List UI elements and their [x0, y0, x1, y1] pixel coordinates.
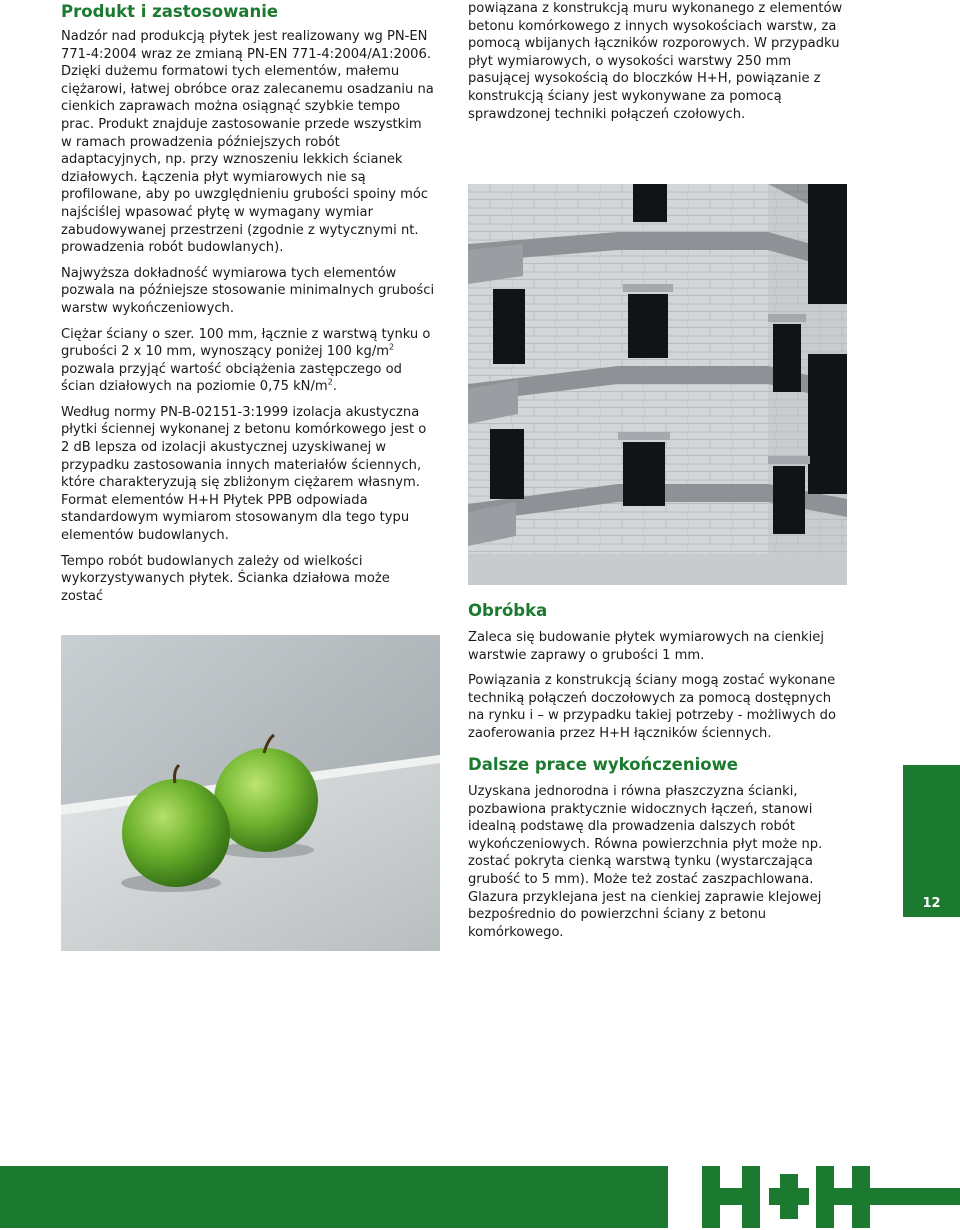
- apples-photo: [61, 635, 440, 951]
- section-heading-produkt: Produkt i zastosowanie: [61, 2, 279, 21]
- paragraph: Zaleca się budowanie płytek wymiarowych na cienkiej warstwie zaprawy o grubości 1 mm.: [468, 630, 824, 663]
- section-obrobka: [468, 601, 848, 751]
- hh-logo: [700, 1166, 870, 1228]
- page-number-tab: [903, 765, 960, 917]
- footer-bar-end: [870, 1166, 960, 1228]
- building-photo: [468, 184, 847, 585]
- section-heading-dalsze: Dalsze prace wykończeniowe: [468, 755, 739, 774]
- paragraph: Najwyższa dokładność wymiarowa tych elementów pozwala na późniejsze stosowanie minimalnych grubości warstw wykończeniowych.: [61, 265, 435, 316]
- page-number: 12: [922, 896, 941, 911]
- paragraph: Tempo robót budowlanych zależy od wielkości wykorzystywanych płytek. Ścianka działowa może zostać: [61, 553, 390, 604]
- paragraph: Uzyskana jednorodna i równa płaszczyzna ścianki, pozbawiona praktycznie widocznych łączeń, stanowi idealną podstawę dla prowadzenia dalszych robót wykończeniowych. Równa powierzchnia płyt może np. zostać pokryta cienką warstwą tynku (wystarczająca grubość to 5 mm). Może też zostać zaszpachlowana. Glazura przyklejana jest na cienkiej zaprawie klejowej bezpośrednio do powierzchni ściany z betonu komórkowego.: [468, 784, 823, 940]
- paragraph: Według normy PN-B-02151-3:1999 izolacja akustyczna płytki ściennej wykonanej z betonu komórkowego jest o 2 dB lepsza od izolacji akustycznej uzyskiwanej w przypadku zastosowania innych materiałów ściennych, które charakteryzują się zbliżonym ciężarem własnym. Format elementów H+H Płytek PPB odpowiada standardowym wymiarom stosowanym dla tego typu elementów budowlanych.: [61, 404, 427, 544]
- left-column: [61, 2, 435, 613]
- section-heading-obrobka: Obróbka: [468, 601, 548, 620]
- paragraph: Nadzór nad produkcją płytek jest realizowany wg PN-EN 771-4:2004 wraz ze zmianą PN-EN 771-4:2004/A1:2006. Dzięki dużemu formatowi tych elementów, małemu ciężarowi, łatwej obróbce oraz zalecanemu osadzaniu na cienkich zaprawach można osiągnąć szybkie tempo prac. Produkt znajduje zastosowanie przede wszystkim w ramach prowadzenia późniejszych robót adaptacyjnych, np. przy wznoszeniu lekkich ścianek działowych. Łączenia płyt wymiarowych nie są profilowane, aby po uwzględnieniu grubości spoiny móc najściślej wpasować płytę w wymagany wymiar zabudowywanej przestrzeni (zgodnie z wytycznymi nt. prowadzenia robót budowlanych).: [61, 29, 434, 256]
- paragraph-weight: Ciężar ściany o szer. 100 mm, łącznie z warstwą tynku o grubości 2 x 10 mm, wynoszący poniżej 100 $kg/m^2$ pozwala przyjąć wartość obciążenia zastępczego od ścian działowych na poziomie 0,75 $kN/m^2$.: [61, 326, 431, 395]
- section-dalsze-prace: [468, 755, 848, 949]
- right-column-continued: [468, 0, 848, 131]
- paragraph: Powiązania z konstrukcją ściany mogą zostać wykonane techniką połączeń doczołowych za pomocą dostępnych na rynku i – w przypadku takiej potrzeby - możliwych do zaoferowania przez H+H łączników ściennych.: [468, 673, 837, 741]
- footer-bar: [0, 1166, 668, 1228]
- paragraph-continued: powiązana z konstrukcją muru wykonanego z elementów betonu komórkowego z innych wysokościach warstw, za pomocą wbijanych łączników rozporowych. W przypadku płyt wymiarowych, o wysokości warstwy 250 mm pasującej wysokością do bloczków H+H, powiązanie z konstrukcją ściany jest wykonywane za pomocą sprawdzonej techniki połączeń czołowych.: [468, 1, 843, 122]
